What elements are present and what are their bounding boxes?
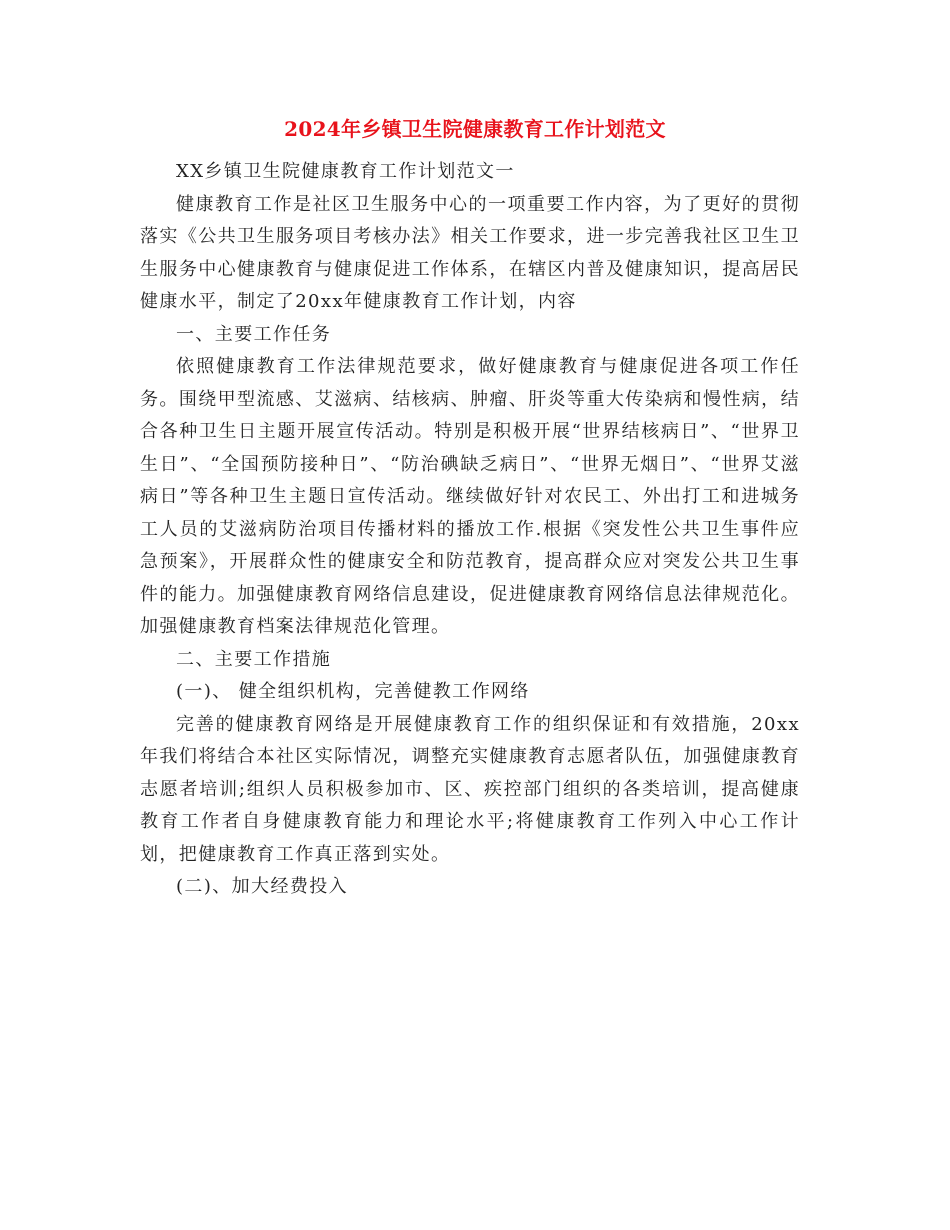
paragraph-organization: 完善的健康教育网络是开展健康教育工作的组织保证和有效措施，20xx年我们将结合本社区实际情况，调整充实健康教育志愿者队伍，加强健康教育志愿者培训;组织人员积极参加市、区、疾控部门组织的各类培训，提高健康教育工作者自身健康教育能力和理论水平;将健康教育工作列入中心工作计划，把健康教育工作真正落到实处。 [140, 713, 800, 865]
paragraph-intro: 健康教育工作是社区卫生服务中心的一项重要工作内容，为了更好的贯彻落实《公共卫生服务项目考核办法》相关工作要求，进一步完善我社区卫生卫生服务中心健康教育与健康促进工作体系，在辖区内普及健康知识，提高居民健康水平，制定了20xx年健康教育工作计划，内容 [140, 193, 800, 312]
paragraph-subtitle: XX乡镇卫生院健康教育工作计划范文一 [176, 161, 515, 182]
subsection-heading-organization: (一)、 健全组织机构，完善健教工作网络 [176, 681, 530, 702]
paragraph-main-tasks: 依照健康教育工作法律规范要求，做好健康教育与健康促进各项工作任务。围绕甲型流感、艾滋病、结核病、肿瘤、肝炎等重大传染病和慢性病，结合各种卫生日主题开展宣传活动。特别是积极开展“世界结核病日”、“世界卫生日”、“全国预防接种日”、“防治碘缺乏病日”、“世界无烟日”、“世界艾滋病日”等各种卫生主题日宣传活动。继续做好针对农民工、外出打工和进城务工人员的艾滋病防治项目传播材料的播放工作.根据《突发性公共卫生事件应急预案》，开展群众性的健康安全和防范教育，提高群众应对突发公共卫生事件的能力。加强健康教育网络信息建设，促进健康教育网络信息法律规范化。加强健康教育档案法律规范化管理。 [140, 356, 800, 637]
document-title: 2024年乡镇卫生院健康教育工作计划范文 [284, 117, 666, 141]
document-body [140, 156, 800, 904]
subsection-heading-funding: (二)、加大经费投入 [176, 876, 349, 897]
section-heading-main-measures: 二、主要工作措施 [176, 648, 332, 670]
section-heading-main-tasks: 一、主要工作任务 [176, 323, 332, 345]
